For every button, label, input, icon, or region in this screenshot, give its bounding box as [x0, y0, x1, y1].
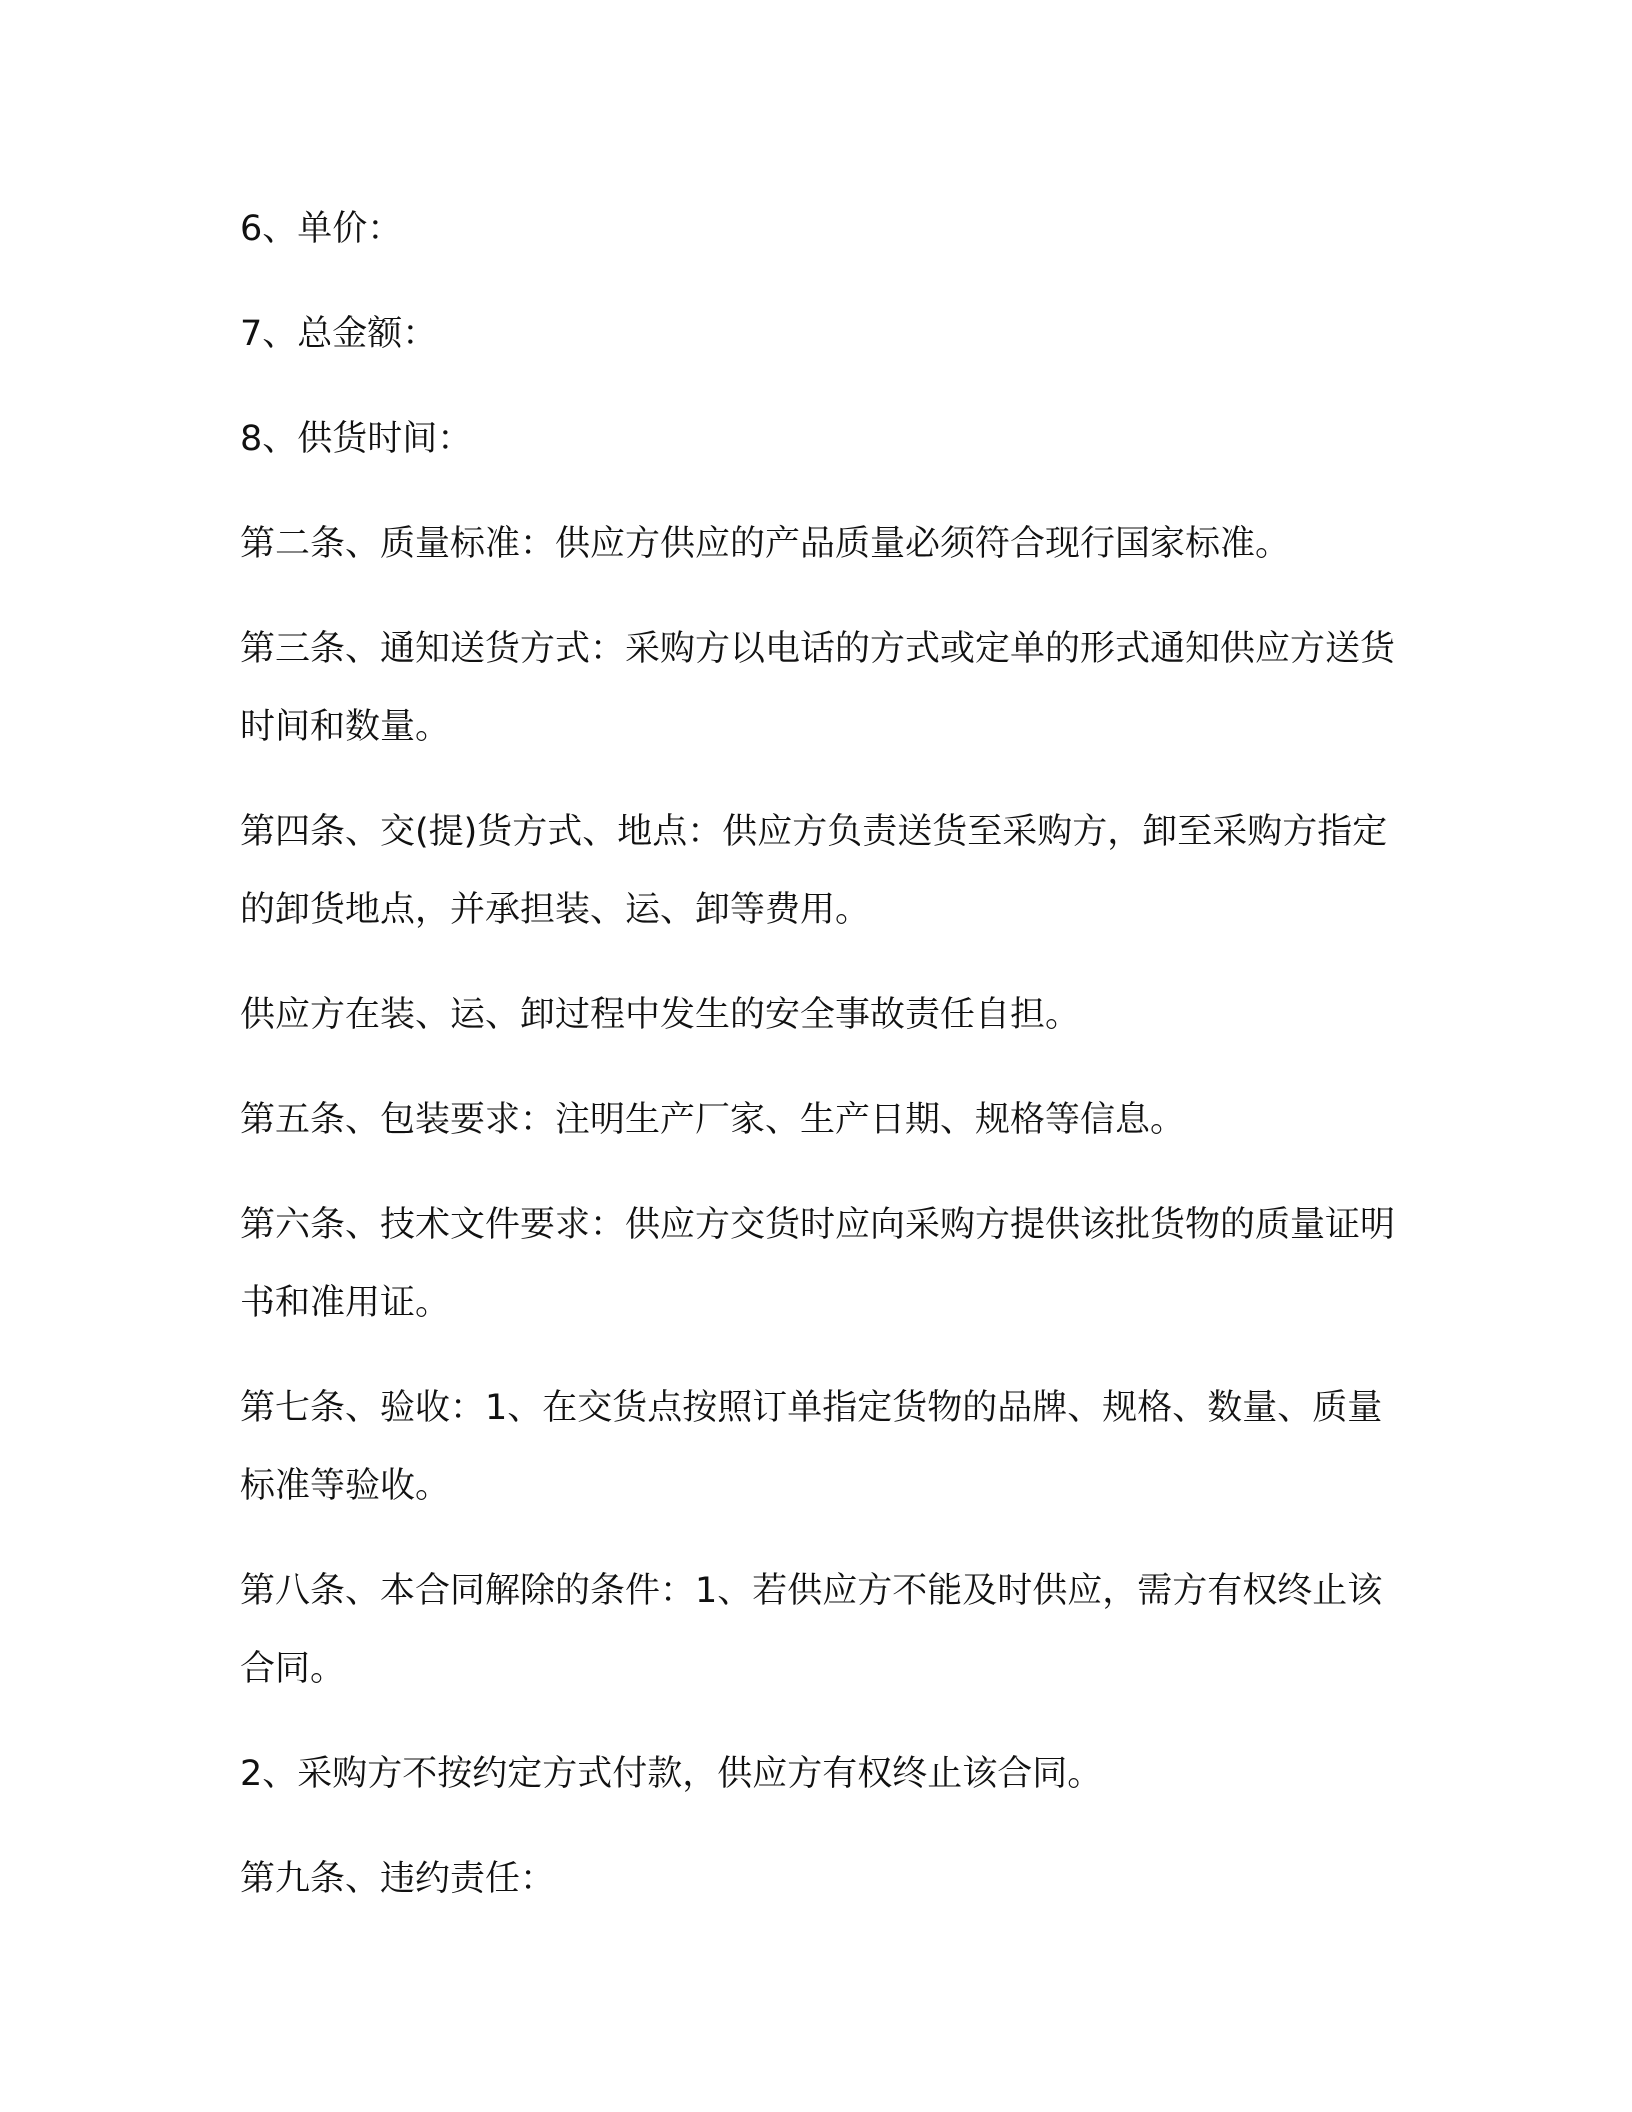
article-5-packaging: 第五条、包装要求：注明生产厂家、生产日期、规格等信息。 — [240, 1100, 1186, 1140]
article-7-acceptance: 第七条、验收：1、在交货点按照订单指定货物的品牌、规格、数量、质量标准等验收。 — [240, 1388, 1383, 1506]
safety-responsibility: 供应方在装、运、卸过程中发生的安全事故责任自担。 — [240, 995, 1081, 1035]
item-supply-time: 8、供货时间： — [240, 419, 473, 459]
article-3-delivery-notice: 第三条、通知送货方式：采购方以电话的方式或定单的形式通知供应方送货时间和数量。 — [240, 629, 1396, 747]
item-total-amount: 7、总金额： — [240, 314, 438, 354]
article-8-termination: 第八条、本合同解除的条件：1、若供应方不能及时供应，需方有权终止该合同。 — [240, 1571, 1383, 1689]
article-4-delivery-method: 第四条、交(提)货方式、地点：供应方负责送货至采购方，卸至采购方指定的卸货地点，并承担装、运、卸等费用。 — [240, 812, 1388, 930]
article-6-technical-documents: 第六条、技术文件要求：供应方交货时应向采购方提供该批货物的质量证明书和准用证。 — [240, 1205, 1396, 1323]
item-unit-price: 6、单价： — [240, 209, 403, 249]
article-9-breach-liability: 第九条、违约责任： — [240, 1859, 556, 1899]
termination-payment-clause: 2、采购方不按约定方式付款，供应方有权终止该合同。 — [240, 1754, 1103, 1794]
article-2-quality-standard: 第二条、质量标准：供应方供应的产品质量必须符合现行国家标准。 — [240, 524, 1291, 564]
document-body — [240, 190, 1400, 1945]
